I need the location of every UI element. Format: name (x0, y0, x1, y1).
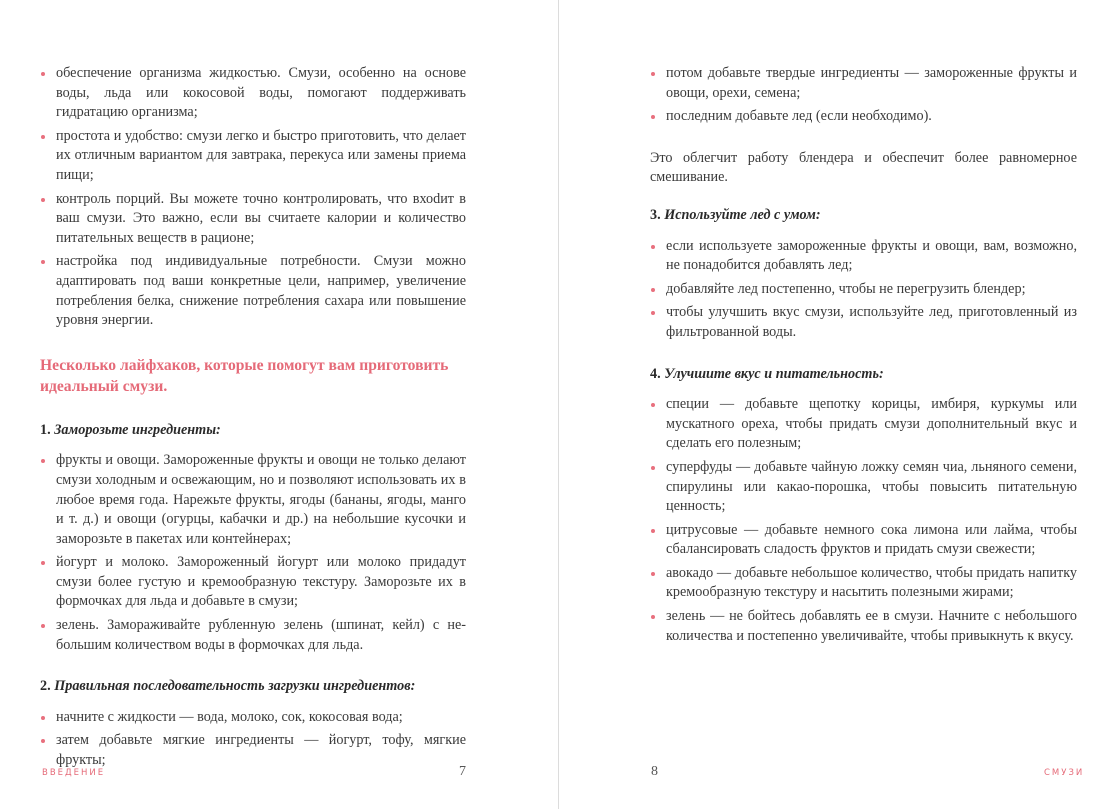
bullet-icon (651, 72, 655, 76)
list-item (650, 107, 1077, 127)
bullet-icon (651, 288, 655, 292)
bullet-icon (651, 311, 655, 315)
list-item (650, 521, 1077, 560)
list-item-text: если используете замороженные фрукты и овощи, вам, возможно, не понадобится добавлять лед; (666, 237, 1077, 274)
section-1-heading (40, 421, 466, 441)
list-item (40, 190, 466, 249)
bullet-icon (651, 115, 655, 119)
spacer (650, 188, 1077, 206)
list-item (40, 127, 466, 186)
bullet-icon (41, 561, 45, 565)
bullet-icon (41, 459, 45, 463)
list-item (650, 303, 1077, 342)
list-item-text: начните с жидкости — вода, молоко, сок, кокосовая вода; (56, 708, 403, 725)
list-item-text: добавляйте лед постепенно, чтобы не перегрузить блендер; (666, 280, 1026, 297)
section-4-list (650, 395, 1077, 646)
page-number: 7 (459, 764, 466, 779)
right-page (559, 0, 1112, 809)
bullet-icon (41, 716, 45, 720)
section-4-heading (650, 365, 1077, 385)
bullet-icon (41, 198, 45, 202)
section-title: Улучшите вкус и питательность: (664, 365, 884, 382)
section-3-heading (650, 206, 1077, 226)
running-footer-section: ВВЕДЕНИЕ (42, 768, 106, 778)
list-item (650, 607, 1077, 646)
bullet-icon (41, 624, 45, 628)
list-item-text: контроль порций. Вы можете точно контролировать, что вхоdит в ваш смузи. Это важно, если вы считаете калории и количество питательных веществ в рационе; (56, 190, 466, 246)
section-title: Используйте лед с умом: (664, 206, 821, 223)
right-page-content (650, 64, 1077, 650)
list-item (40, 616, 466, 655)
bullet-icon (41, 260, 45, 264)
list-item-text: суперфуды — добавьте чайную ложку семян чиа, льняного семени, спирулины или какао-порошка, чтобы повысить питательную ценность; (666, 458, 1077, 515)
list-item-text: авокадо — добавьте небольшое количество, чтобы придать напитку кремообразную текстуру и насытить полезными жирами; (666, 564, 1077, 601)
spacer (650, 131, 1077, 149)
bullet-icon (651, 245, 655, 249)
bullet-icon (651, 615, 655, 619)
section-number: 2. (40, 678, 51, 695)
list-item-text: обеспечение организма жидкостью. Смузи, особенно на основе воды, льда или кокосовой воды, помогают поддерживать гидратацию организма; (56, 65, 466, 121)
list-item-text: простота и удобство: смузи легко и быстро приготовить, что делает их отличным вариантом для завтрака, перекуса или замены приема пищи; (56, 127, 466, 183)
bullet-icon (651, 529, 655, 533)
list-item-text: настройка под индивидуальные потребности. Смузи можно адаптировать под ваши конкретные цели, например, увеличение потребления белка, снижение потребления сахара или повышение уровня энергии. (56, 253, 466, 329)
list-item-text: зелень. Замораживайте рубленную зелень (шпинат, кейл) с небольшим количеством воды в формочках для льда. (56, 617, 466, 653)
list-item-text: чтобы улучшить вкус смузи, используйте лед, приготовленный из фильтрованной воды. (666, 304, 1077, 340)
page-number: 8 (651, 764, 658, 779)
spacer (650, 347, 1077, 365)
list-item (650, 64, 1077, 103)
spacer (40, 659, 466, 677)
list-item (40, 451, 466, 549)
bullet-icon (651, 572, 655, 576)
section-3-list (650, 237, 1077, 343)
list-item (40, 252, 466, 330)
section-2-note: Это облегчит работу блендера и обеспечит более равномерное смешивание. (650, 149, 1077, 186)
list-item-text: специи — добавьте щепотку корицы, имбиря, куркумы или мускатного ореха, чтобы придать смузи дополнительный вкус и сделать его полезным; (666, 396, 1077, 452)
section-title: Правильная последовательность загрузки ингредиентов: (54, 678, 416, 695)
bullet-icon (41, 739, 45, 743)
section-2-continued-list (650, 64, 1077, 127)
list-item-text: йогурт и молоко. Замороженный йогурт или молоко придадут смузи более густую и кремообразную текстуру. Заморозьте их в формочках для льда и добавьте в смузи; (56, 554, 466, 610)
intro-benefits-list (40, 64, 466, 331)
bullet-icon (41, 135, 45, 139)
list-item (650, 564, 1077, 603)
list-item (650, 280, 1077, 300)
list-item-text: потом добавьте твердые ингредиенты — замороженные фрукты и овощи, орехи, семена; (666, 65, 1077, 101)
bullet-icon (41, 72, 45, 76)
list-item (650, 395, 1077, 454)
section-number: 4. (650, 365, 661, 382)
list-item-text: цитрусовые — добавьте немного сока лимона или лайма, чтобы сбалансировать сладость фруктов и придать смузи свежести; (666, 521, 1077, 558)
list-item-text: затем добавьте мягкие ингредиенты — йогурт, тофу, мягкие фрукты; (56, 732, 466, 769)
list-item (40, 64, 466, 123)
section-number: 1. (40, 421, 51, 438)
left-page-content (40, 64, 466, 775)
bullet-icon (651, 466, 655, 470)
list-item (650, 458, 1077, 517)
section-2-heading (40, 677, 466, 697)
section-title: Заморозьте ингредиенты: (54, 421, 221, 438)
section-1-list (40, 451, 466, 655)
list-item-text: последним добавьте лед (если необходимо). (666, 108, 932, 125)
section-number: 3. (650, 206, 661, 223)
list-item (40, 731, 466, 770)
list-item-text: зелень — не бойтесь добавлять ее в смузи. Начните с небольшого количества и постепенно увеличивайте, чтобы привыкнуть к вкусу. (666, 608, 1077, 644)
list-item-text: фрукты и овощи. Замороженные фрукты и овощи не только делают смузи холодным и освежающим, но и позволяют использовать их в любое время года. Нарежьте фрукты, ягоды (бананы, ягоды, манго и т. д.) и овощи (огурцы, кабачки и др.) на небольшие кусочки и заморозьте в пакетах или контейнерах; (56, 452, 466, 547)
list-item (650, 237, 1077, 276)
section-2-list (40, 708, 466, 771)
list-item (40, 708, 466, 728)
bullet-icon (651, 403, 655, 407)
lifehacks-heading: Несколько лайфхаков, которые помогут вам приготовить идеальный смузи. (40, 356, 449, 395)
running-footer-section: СМУЗИ (1044, 768, 1085, 778)
list-item (40, 553, 466, 612)
